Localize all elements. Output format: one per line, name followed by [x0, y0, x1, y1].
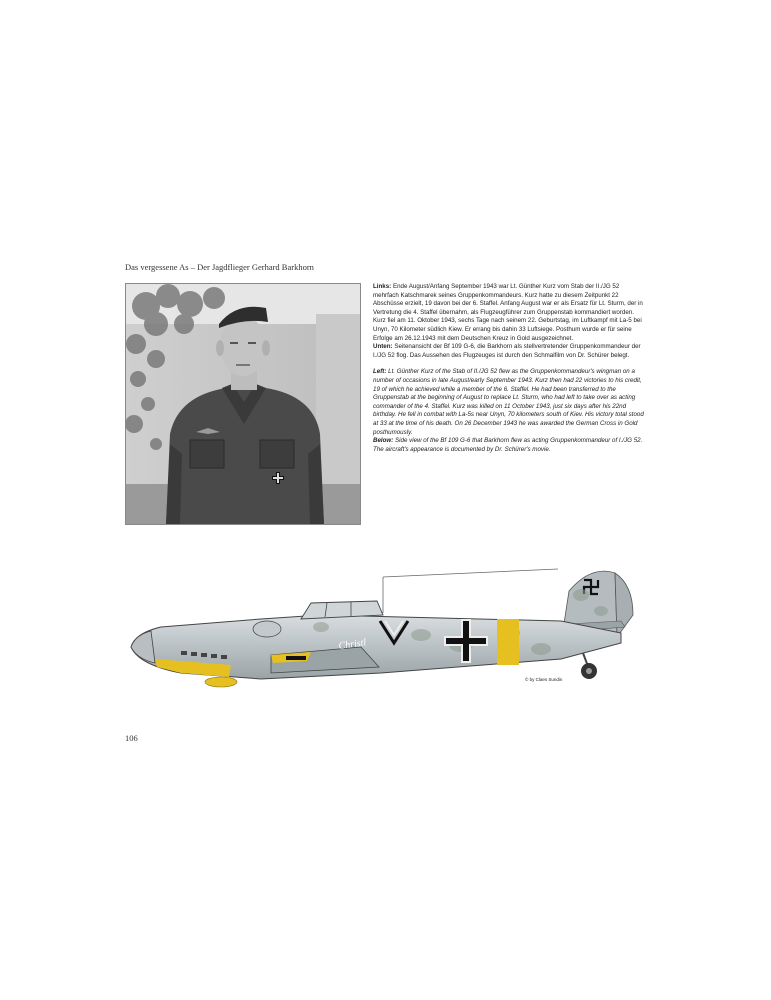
caption-label-left: Left:: [373, 368, 387, 376]
running-header: Das vergessene As – Der Jagdflieger Gerhard Barkhorn: [125, 262, 314, 272]
caption-german: [373, 283, 645, 360]
caption-label-unten: Unten:: [373, 343, 393, 351]
caption-text-links: Ende August/Anfang September 1943 war Lt. Günther Kurz vom Stab der II./JG 52 mehrfach Katschmarek seines Gruppenkommandeurs. Kurz hatte zu diesem Zeitpunkt 22 Abschüsse erzielt, 19 davon bei der 6. Staffel. Anfang August war er als Ersatz für Lt. Sturm, der in Vertretung die 4. Staffel übernahm, als Flugzeugführer zum Gruppenstab kommandiert worden. Kurz fiel am 11. Oktober 1943, sechs Tage nach seinem 22. Geburtstag, im Luftkampf mit La-5 bei Unyn, 70 Kilometer südlich Kiew. Er errang bis dahin 33 Luftsiege. Posthum wurde er für seine Erfolge am 26.12.1943 mit dem Deutschen Kreuz in Gold ausgezeichnet.: [373, 283, 643, 342]
caption-text-left: Lt. Günther Kurz of the Stab of II./JG 52 flew as the Gruppenkommandeur's wingman on a number of occasions in late August/early September 1943. Kurz then had 22 victories to his credit, 19 of which he achieved while a member of the 6. Staffel. He had been transferred to the Gruppenstab at the beginning of August to replace Lt. Sturm, who had left to take over as acting commander of the 4. Staffel. Kurz was killed on 11 October 1943, just six days after his 22nd birthday. He fell in combat with La-5s near Unyn, 70 kilometers south of Kiev. His victory total stood at 33 at the time of his death. On 26 December 1943 he was awarded the German Cross in Gold posthumously.: [373, 368, 644, 436]
caption-label-links: Links:: [373, 283, 392, 290]
aircraft-profile: [121, 555, 645, 700]
portrait-photo: [125, 283, 361, 525]
illustration-copyright: © by Claes Sundin: [525, 677, 563, 682]
photo-caption: [373, 283, 645, 462]
aircraft-nose-name: Christl: [337, 637, 367, 652]
caption-label-below: Below:: [373, 437, 394, 445]
caption-text-below: Side view of the Bf 109 G-6 that Barkhorn flew as acting Gruppenkommandeur of I./JG 52. The aircraft's appearance is documented by Dr. Schürer's movie.: [373, 437, 643, 453]
page-number: 106: [125, 733, 138, 743]
caption-text-unten: Seitenansicht der Bf 109 G-6, die Barkhorn als stellvertretender Gruppenkommandeur der I./JG 52 flog. Das Aussehen des Flugzeuges ist durch den Schmalfilm von Dr. Schürer belegt.: [373, 343, 641, 359]
caption-english: [373, 368, 645, 454]
aircraft-profile-illustration: [121, 555, 645, 700]
portrait-illustration: [126, 284, 360, 524]
